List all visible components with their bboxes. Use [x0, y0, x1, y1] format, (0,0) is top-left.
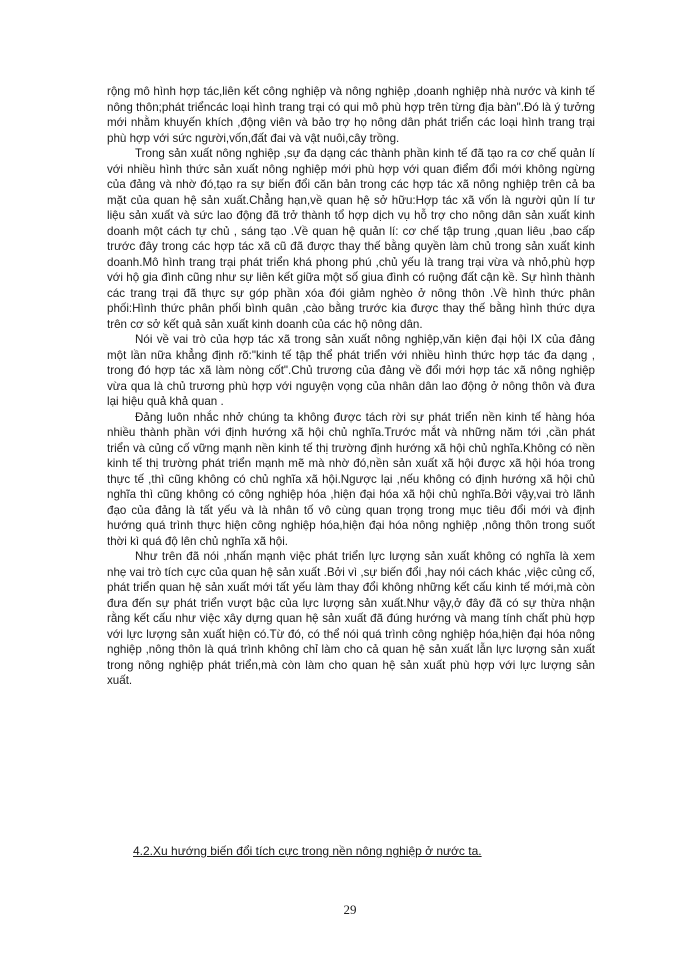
paragraph: Nói về vai trò của hợp tác xã trong sản xuất nông nghiệp,văn kiện đại hội IX của đảng một lần nữa khẳng định rõ:"kinh tế tập thể phát triển với nhiều hình thức hợp tác đa dạng , trong đó hợp tác xã làm nòng cốt".Chủ trương của đảng về đổi mới hợp tác xã nông nghiệp vừa qua là chủ trương phù hợp với nguyện vọng của nhân dân lao động ở nông thôn và đưa lại hiệu quả khả quan .	[107, 333, 595, 408]
body-text	[107, 84, 595, 689]
paragraph: Trong sản xuất nông nghiệp ,sự đa dạng các thành phần kinh tế đã tạo ra cơ chế quản lí với nhiều hình thức sản xuất nông nghiệp mới phù hợp với quan điểm đổi mới không ngừng của đảng và nhờ đó,tạo ra sự biến đổi căn bản trong các hợp tác xã nông nghiệp trên cả ba mặt của quan hệ sản xuất.Chẳng hạn,về quan hệ sở hữu:Hợp tác xã vốn là người qủn lí tư liệu sản xuất và sức lao động đã trở thành tổ hợp dịch vụ hỗ trợ cho nông dân sản xuất kinh doanh một cách tự chủ , sáng tạo .Về quan hệ quản lí: cơ chế tập trung ,quan liêu ,bao cấp trước đây trong các hợp tác xã cũ đã được thay thế bằng quyền làm chủ trong sản xuất kinh doanh.Mô hình trang trại phát triển khá phong phú ,chủ yếu là trang trại vừa và nhỏ,phù hợp với hộ gia đình cũng như sự liên kết giữa một số giua đình có ruộng đất cận kề. Sự hình thành các trang trại đã thực sự góp phần xóa đói giảm nghèo ở nông thôn .Về hình thức phân phối:Hình thức phân phối bình quân ,cào bằng trước kia được thay thế bằng hình thức dựa trên cơ sở kết quả sản xuất kinh doanh của các hộ nông dân.	[107, 147, 595, 331]
paragraph: rộng mô hình hợp tác,liên kết công nghiệp và nông nghiệp ,doanh nghiệp nhà nước và kinh tế nông thôn;phát triểncác loại hình trang trại có qui mô phù hợp trên từng địa bàn".Đó là ý tưởng mới nhằm khuyến khích ,động viên và bảo trợ họ nông dân phát triển các loại hình trang trại phù hợp với sức người,vốn,đất đai và vật nuôi,cây trồng.	[107, 85, 595, 145]
section-heading: 4.2.Xu hướng biến đổi tích cực trong nền nông nghiệp ở nước ta.	[133, 844, 482, 858]
paragraph: Như trên đã nói ,nhấn mạnh việc phát triển lực lượng sản xuất không có nghĩa là xem nhẹ vai trò tích cực của quan hệ sản xuất .Bởi vì ,sự biến đổi ,hay nói cách khác ,việc củng cố, phát triển quan hệ sản xuất mới tất yếu làm thay đổi không những kết cấu kinh tế mới,mà còn đưa đến sự phát triển vượt bậc của lực lượng sản xuất.Như vậy,ở đây đã có sự thừa nhận rằng kết cấu như việc xây dựng quan hệ sản xuất đã đúng hướng và mang tính chất phù hợp với lực lượng sản xuất hiện có.Từ đó, có thể nói quá trình công nghiệp hóa,hiện đại hóa nông nghiệp ,nông thôn là quá trình không chỉ làm cho cả quan hệ sản xuất lẫn lực lượng sản xuất trong nông nghiệp phát triển,mà còn làm cho quan hệ sản xuất phù hợp với lực lượng sản xuất.	[107, 550, 595, 687]
paragraph: Đảng luôn nhắc nhở chúng ta không được tách rời sự phát triển nền kinh tế hàng hóa nhiều thành phần với định hướng xã hội chủ nghĩa.Trước mắt và những năm tới ,cần phát triển và củng cố vững mạnh nền kinh tế thị trường định hướng xã hội chủ nghĩa.Không có nền kinh tế thị trường phát triển mạnh mẽ mà nhờ đó,nền sản xuất xã hội được xã hội hóa trong thực tế ,thì cũng không có chủ nghĩa xã hội.Ngược lại ,nếu không có định hướng xã hội chủ nghĩa thì cũng không có công nghiệp hóa ,hiện đại hóa xã hội chủ nghĩa.Bởi vậy,vai trò lãnh đạo của đảng là tất yếu và là nhân tố vô cùng quan trọng trong mục tiêu đổi mới và định hướng quá trình thực hiện công nghiệp hóa,hiện đại hóa nông nghiệp ,nông thôn trong suốt thời kì quá độ lên chủ nghĩa xã hội.	[107, 410, 595, 548]
page-number: 29	[343, 902, 357, 917]
